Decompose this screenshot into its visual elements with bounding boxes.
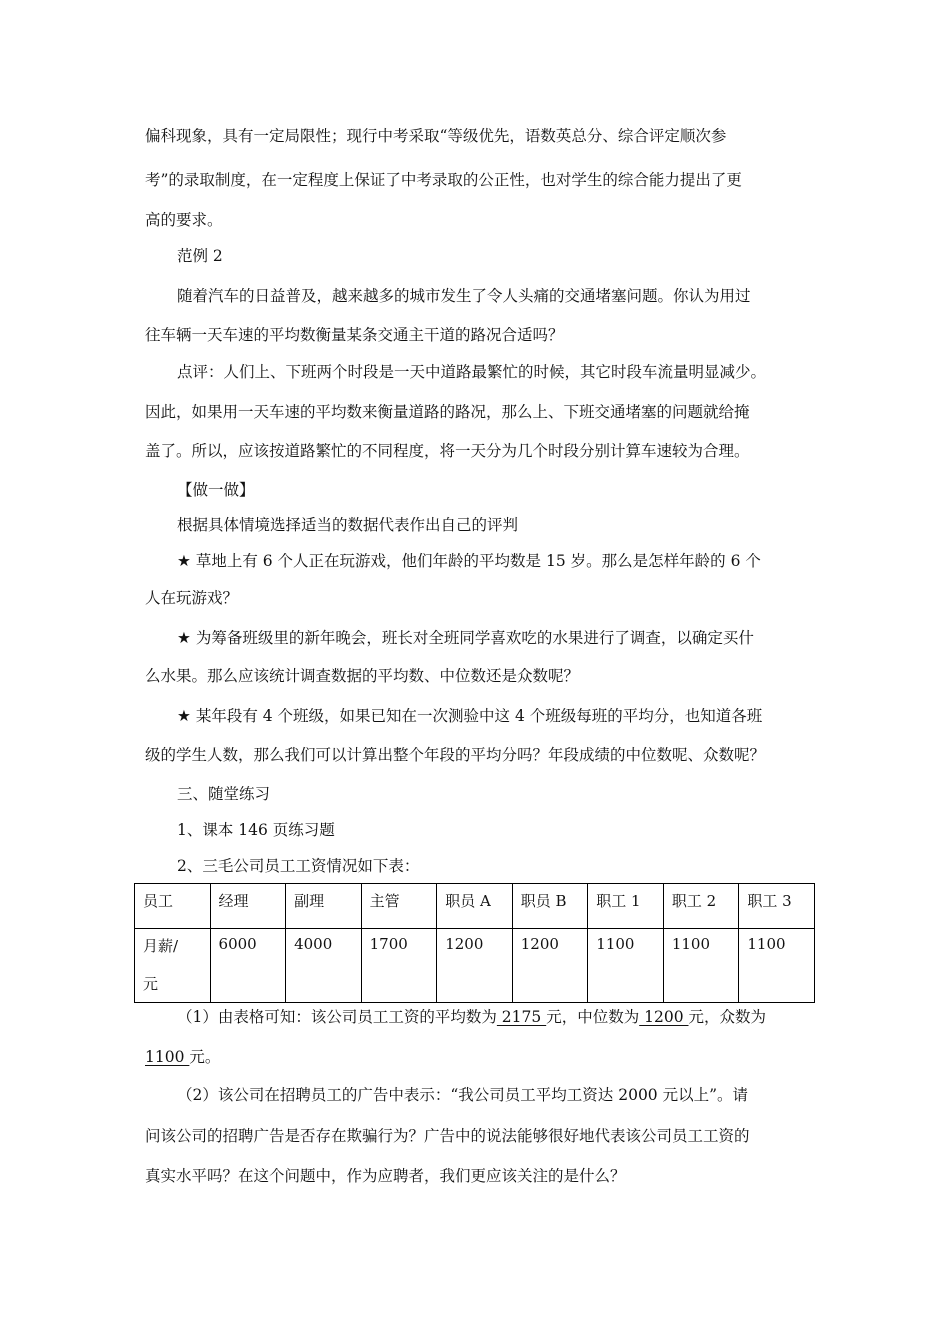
row-label-line-1: 月薪/ (143, 937, 179, 955)
table-header-row (135, 884, 815, 929)
comment-line-3: 盖了。所以，应该按道路繁忙的不同程度，将一天分为几个时段分别计算车速较为合理。 (145, 442, 750, 460)
table-header-cell: 职工 3 (739, 884, 815, 929)
answer-1-line-2 (145, 1047, 220, 1067)
row-label-line-2: 元 (143, 975, 159, 993)
table-header-cell: 职工 1 (588, 884, 664, 929)
table-cell: 4000 (286, 929, 362, 1003)
table-header-cell: 职工 2 (663, 884, 739, 929)
table-row-label (135, 929, 211, 1003)
example-question-line-2: 往车辆一天车速的平均数衡量某条交通主干道的路况合适吗？ (145, 326, 564, 344)
comment-line-1: 点评：人们上、下班两个时段是一天中道路最繁忙的时候，其它时段车流量明显减少。 (177, 363, 767, 381)
answer-2-line-2: 问该公司的招聘广告是否存在欺骗行为？广告中的说法能够很好地代表该公司员工工资的 (145, 1127, 750, 1145)
mode-answer: 1100 (145, 1048, 190, 1066)
median-answer: 1200 (639, 1008, 689, 1026)
table-row (135, 929, 815, 1003)
mean-answer: 2175 (496, 1008, 547, 1026)
table-cell: 1700 (361, 929, 437, 1003)
activity-item-1-line-1: 草地上有 6 个人正在玩游戏，他们年龄的平均数是 15 岁。那么是怎样年龄的 6 个 (195, 552, 761, 570)
answer-1-line-1 (177, 1007, 766, 1027)
table-header-cell: 副理 (286, 884, 362, 929)
star-icon: ★ (177, 552, 191, 570)
activity-item-3 (177, 706, 762, 726)
table-header-cell: 职员 B (512, 884, 588, 929)
answer-2-line-1: （2）该公司在招聘员工的广告中表示：“我公司员工平均工资达 2000 元以上”。请 (177, 1086, 749, 1104)
answer-1-suffix: 元。 (189, 1048, 221, 1066)
answer-1-prefix: （1）由表格可知：该公司员工工资的平均数为 (177, 1008, 497, 1026)
comment-line-2: 因此，如果用一天车速的平均数来衡量道路的路况，那么上、下班交通堵塞的问题就给掩 (145, 403, 750, 421)
answer-1-mid2: 元，众数为 (688, 1008, 767, 1026)
activity-intro: 根据具体情境选择适当的数据代表作出自己的评判 (177, 516, 519, 534)
practice-title: 三、随堂练习 (177, 785, 271, 803)
intro-line-1: 偏科现象，具有一定局限性；现行中考采取“等级优先，语数英总分、综合评定顺次参 (145, 127, 727, 145)
practice-q2: 2、三毛公司员工工资情况如下表： (177, 857, 420, 875)
activity-item-1 (177, 551, 761, 571)
table-header-cell: 职员 A (437, 884, 513, 929)
star-icon: ★ (177, 629, 191, 647)
salary-table (134, 883, 815, 1003)
practice-q1: 1、课本 146 页练习题 (177, 821, 335, 839)
activity-item-1-line-2: 人在玩游戏？ (145, 589, 239, 607)
activity-title: 【做一做】 (177, 481, 255, 499)
activity-item-3-line-2: 级的学生人数，那么我们可以计算出整个年段的平均分吗？年段成绩的中位数呢、众数呢？ (145, 746, 766, 764)
table-header-cell: 主管 (361, 884, 437, 929)
example-question-line-1: 随着汽车的日益普及，越来越多的城市发生了令人头痛的交通堵塞问题。你认为用过 (177, 287, 751, 305)
table-cell: 6000 (210, 929, 286, 1003)
table-cell: 1100 (663, 929, 739, 1003)
intro-line-2: 考”的录取制度，在一定程度上保证了中考录取的公正性，也对学生的综合能力提出了更 (145, 171, 742, 189)
table-cell: 1200 (437, 929, 513, 1003)
example-title: 范例 2 (177, 247, 223, 265)
answer-1-mid: 元，中位数为 (546, 1008, 640, 1026)
table-header-cell: 经理 (210, 884, 286, 929)
activity-item-2-line-1: 为筹备班级里的新年晚会，班长对全班同学喜欢吃的水果进行了调查，以确定买什 (195, 629, 754, 647)
table-header-cell: 员工 (135, 884, 211, 929)
intro-line-3: 高的要求。 (145, 211, 223, 229)
table-cell: 1100 (739, 929, 815, 1003)
activity-item-2-line-2: 么水果。那么应该统计调查数据的平均数、中位数还是众数呢？ (145, 667, 580, 685)
activity-item-2 (177, 628, 754, 648)
table-cell: 1200 (512, 929, 588, 1003)
activity-item-3-line-1: 某年段有 4 个班级，如果已知在一次测验中这 4 个班级每班的平均分，也知道各班 (195, 707, 763, 725)
star-icon: ★ (177, 707, 191, 725)
answer-2-line-3: 真实水平吗？在这个问题中，作为应聘者，我们更应该关注的是什么？ (145, 1167, 626, 1185)
table-cell: 1100 (588, 929, 664, 1003)
